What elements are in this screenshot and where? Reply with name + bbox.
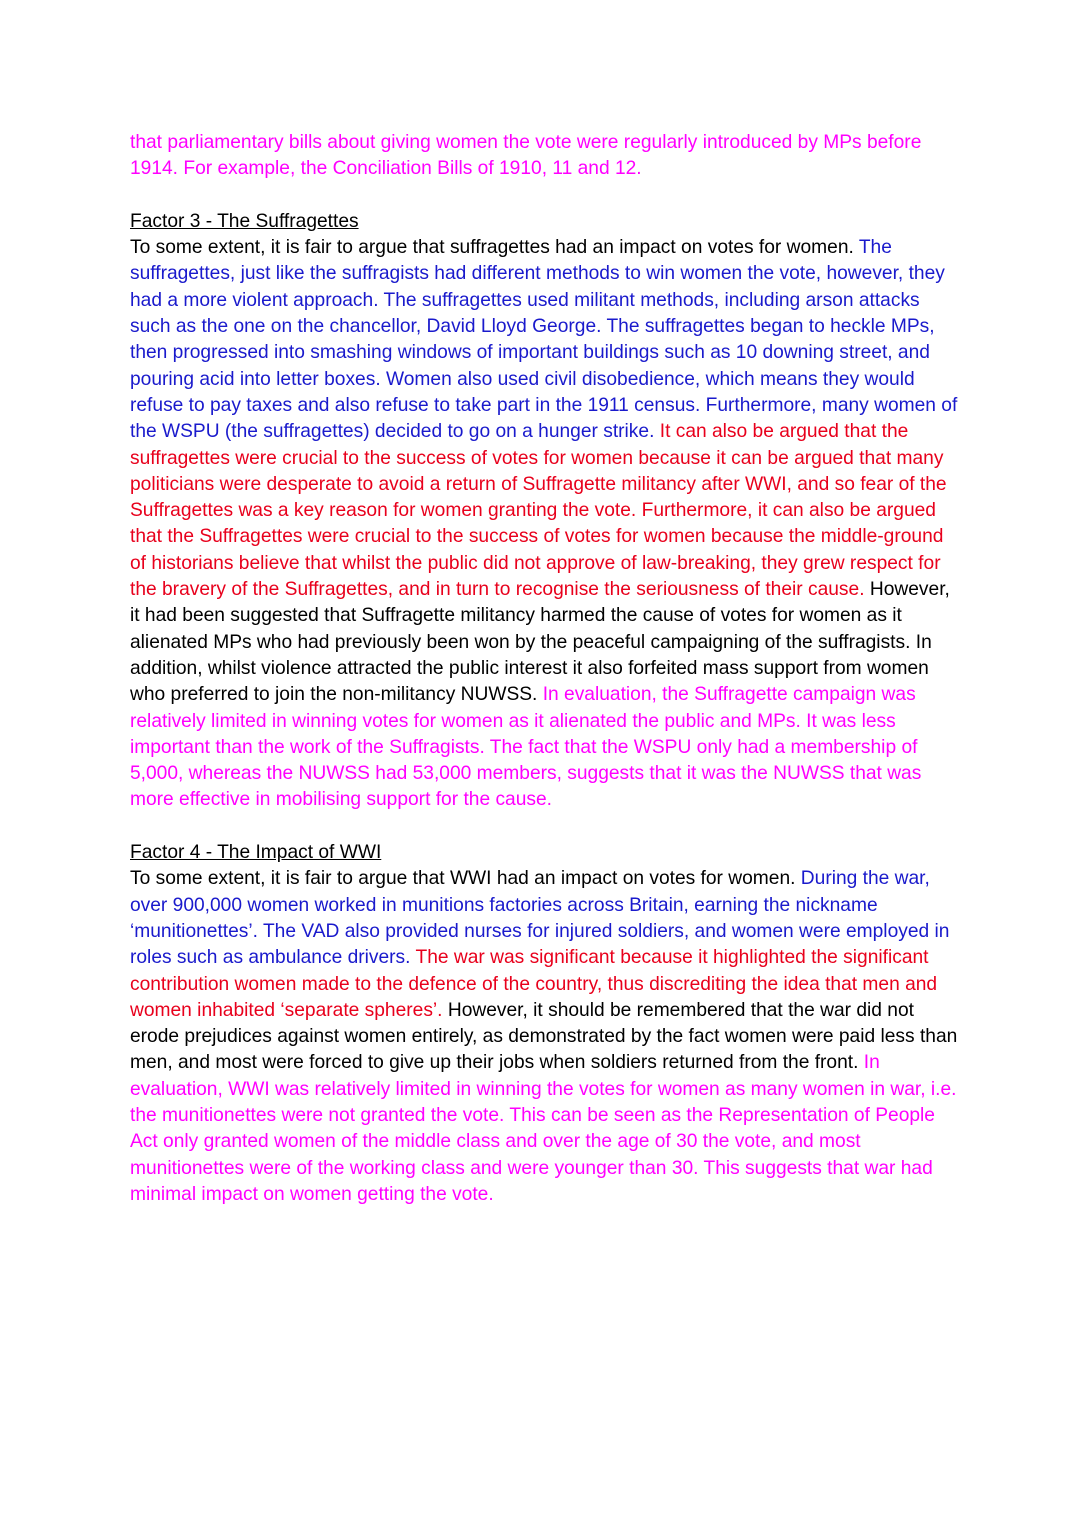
factor4-counter: However, it should be remembered that the war did not erode prejudices against women entirely, as demonstrated by the fact women were paid less than men, and most were forced to give up their jobs when soldiers returned from the front.	[130, 999, 958, 1074]
factor4-intro: To some extent, it is fair to argue that WWI had an impact on votes for women.	[130, 868, 801, 890]
factor3-evaluation: In evaluation, the Suffragette campaign was relatively limited in winning votes for women as it alienated the public and MPs. It was less important than the work of the Suffragists. The fact that the WSPU only had a membership of 5,000, whereas the NUWSS had 53,000 members, suggests that it was the NUWSS that was more effective in mobilising support for the cause.	[130, 684, 922, 811]
factor3-analysis: It can also be argued that the suffragettes were crucial to the success of votes for women because it can be argued that many politicians were desperate to avoid a return of Suffragette militancy after WWI, and so fear of the Suffragettes was a key reason for women granting the vote. Furthermore, it can also be argued that the Suffragettes were crucial to the success of votes for women because the middle-ground of historians believe that whilst the public did not approve of law-breaking, they grew respect for the bravery of the Suffragettes, and in turn to recognise the seriousness of their cause.	[130, 421, 947, 601]
intro-paragraph	[130, 130, 960, 183]
document-page	[130, 130, 960, 1208]
factor3-paragraph	[130, 235, 960, 814]
factor3-evidence: The suffragettes, just like the suffragists had different methods to win women the vote, however, they had a more violent approach. The suffragettes used militant methods, including arson attacks such as the one on the chancellor, David Lloyd George. The suffragettes began to heckle MPs, then progressed into smashing windows of important buildings such as 10 downing street, and pouring acid into letter boxes. Women also used civil disobedience, which means they would refuse to pay taxes and also refuse to take part in the 1911 census. Furthermore, many women of the WSPU (the suffragettes) decided to go on a hunger strike.	[130, 237, 958, 443]
factor3-heading: Factor 3 - The Suffragettes	[130, 210, 359, 232]
factor3-counter: However, it had been suggested that Suffragette militancy harmed the cause of votes for women as it alienated MPs who had previously been won by the peaceful campaigning of the suffragists. In addition, whilst violence attracted the public interest it also forfeited mass support from women who preferred to join the non-militancy NUWSS.	[130, 579, 950, 706]
factor4-analysis: The war was significant because it highlighted the significant contribution women made to the defence of the country, thus discrediting the idea that men and women inhabited ‘separate spheres’.	[130, 947, 938, 1021]
factor3-intro: To some extent, it is fair to argue that suffragettes had an impact on votes for women.	[130, 237, 859, 259]
factor4-heading: Factor 4 - The Impact of WWI	[130, 842, 382, 864]
factor4-evaluation: In evaluation, WWI was relatively limited in winning the votes for women as many women in war, i.e. the munitionettes were not granted the vote. This can be seen as the Representation of People Act only granted women of the middle class and over the age of 30 the vote, and most munitionettes were of the working class and were younger than 30. This suggests that war had minimal impact on women getting the vote.	[130, 1052, 957, 1205]
factor4-evidence: During the war, over 900,000 women worked in munitions factories across Britain, earning the nickname ‘munitionettes’. The VAD also provided nurses for injured soldiers, and women were employed in roles such as ambulance drivers.	[130, 868, 950, 969]
intro-text: that parliamentary bills about giving women the vote were regularly introduced by MPs before 1914. For example, the Conciliation Bills of 1910, 11 and 12.	[130, 132, 922, 180]
factor4-paragraph	[130, 866, 960, 1208]
